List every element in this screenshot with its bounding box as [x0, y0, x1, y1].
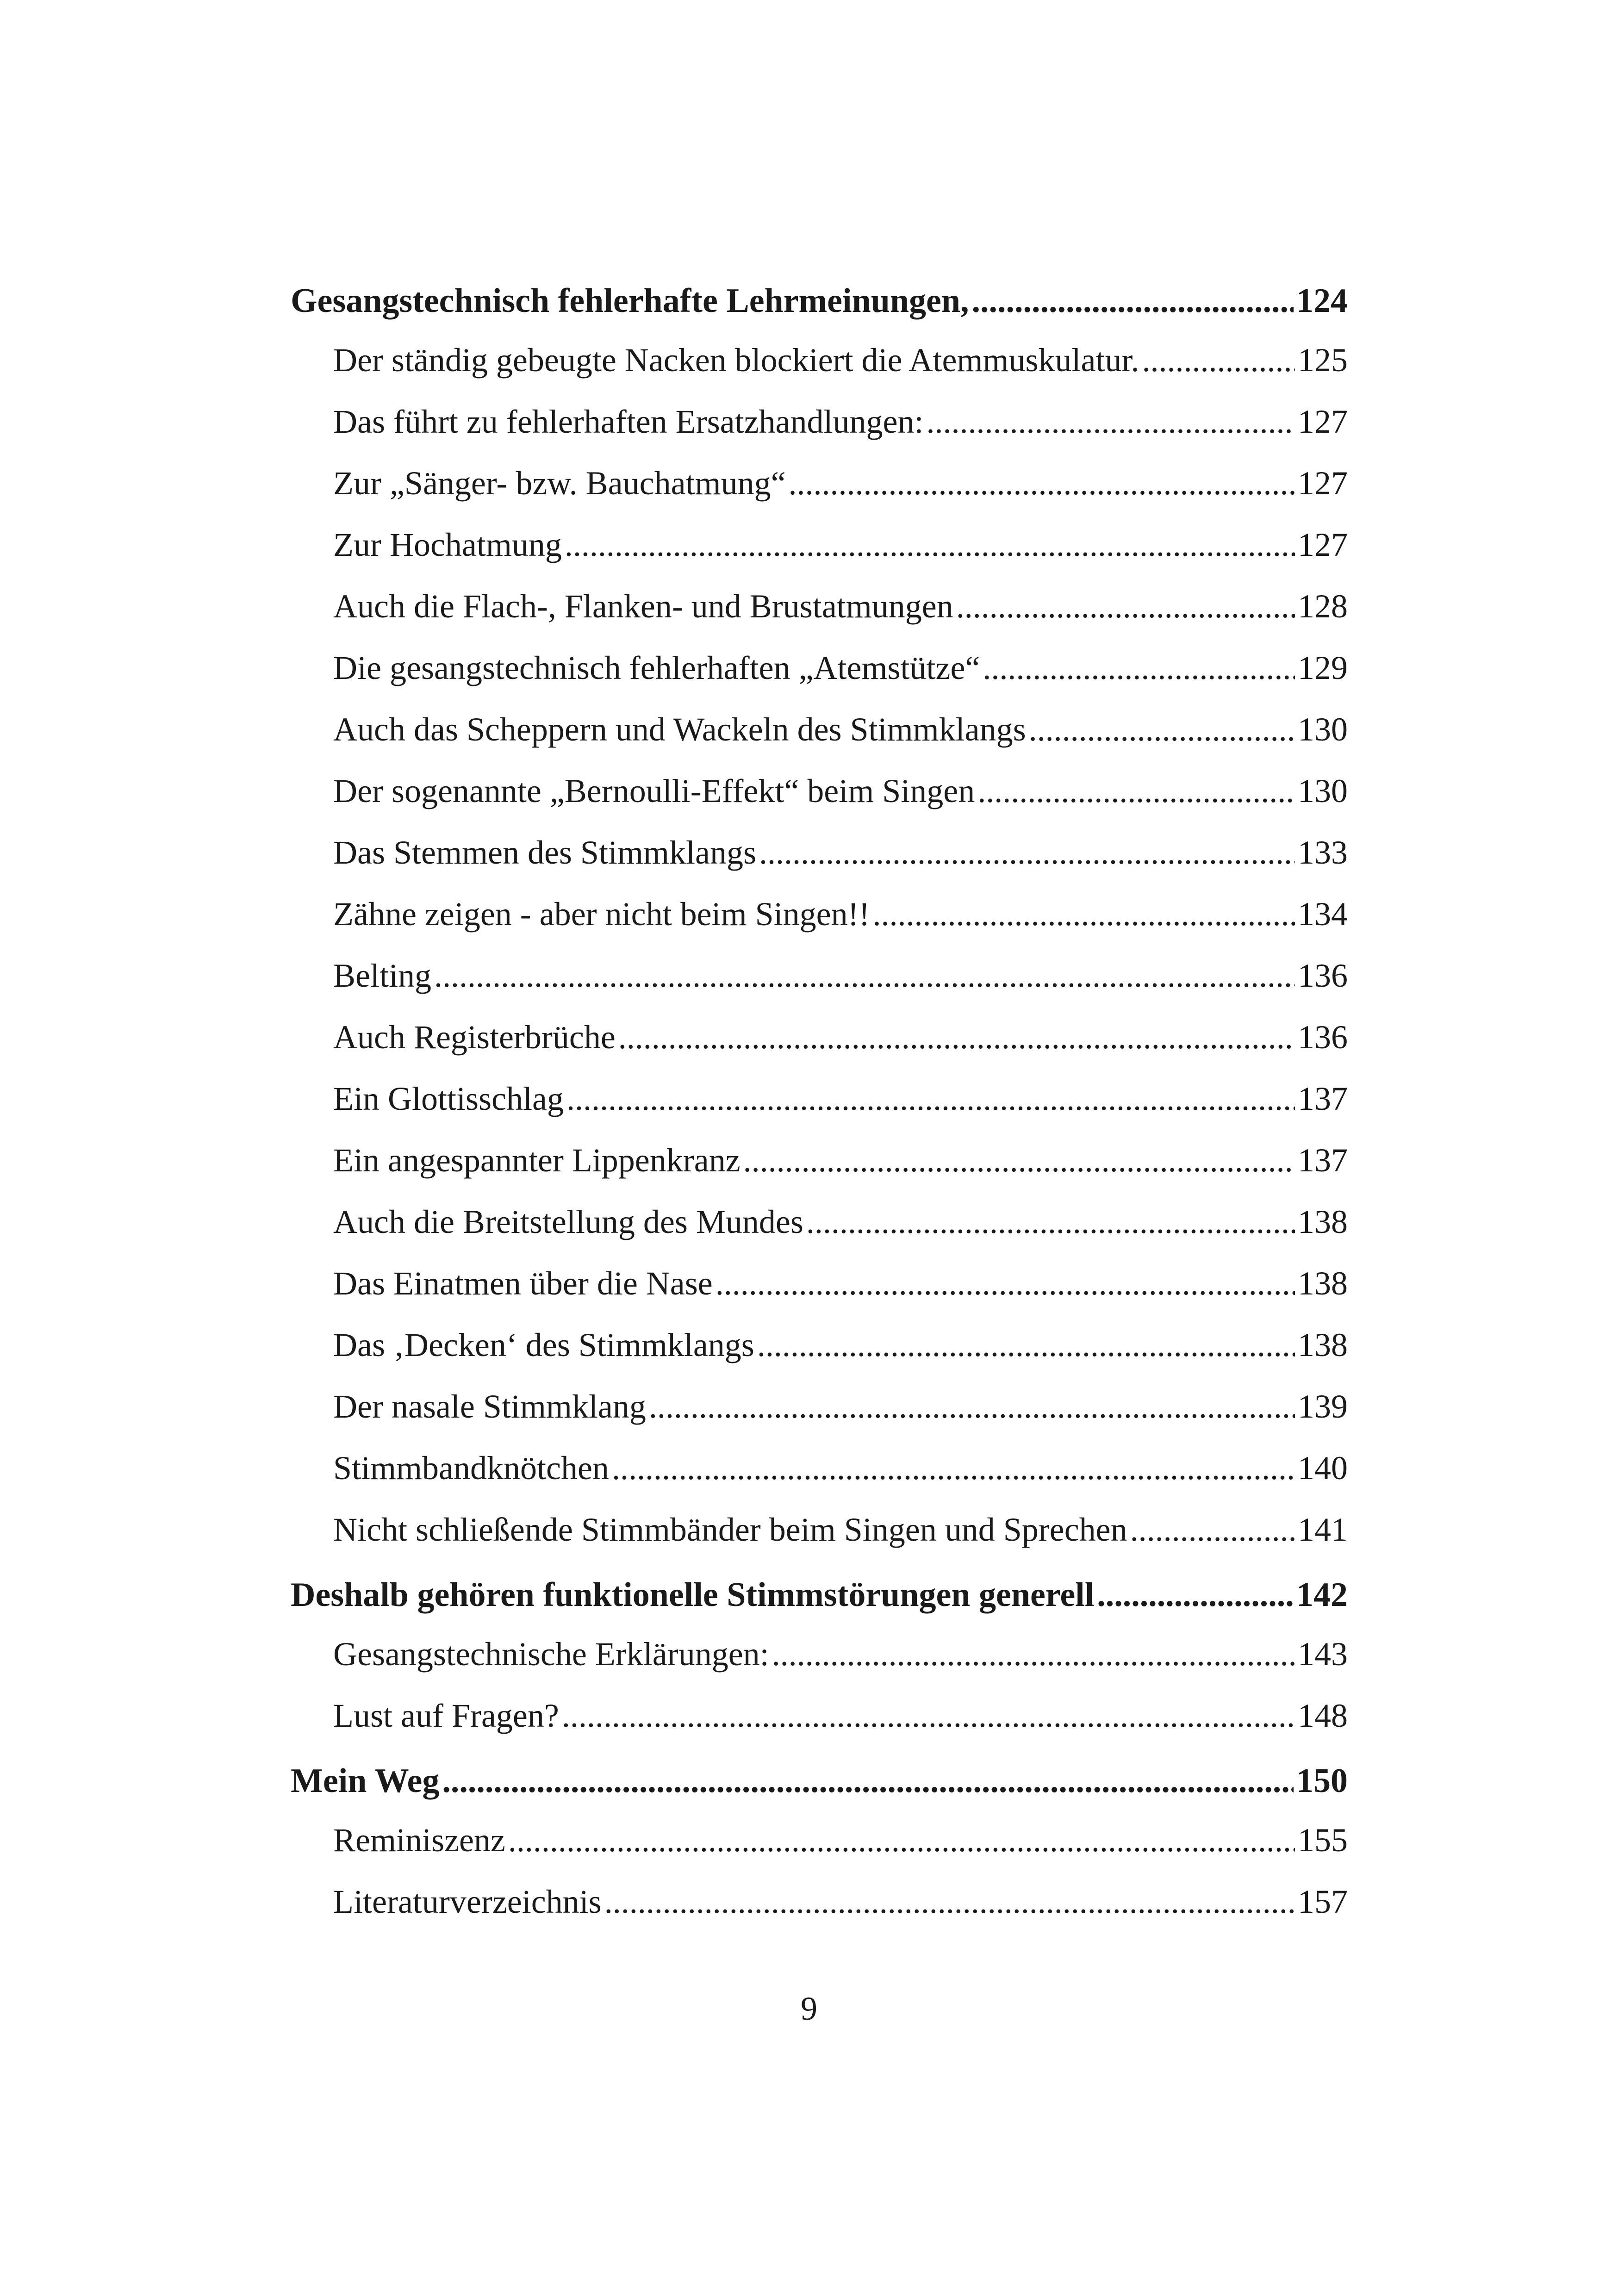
toc-entry[interactable] — [291, 1253, 1348, 1314]
dot-leader — [743, 1130, 1295, 1191]
toc-entry-page: 138 — [1298, 1203, 1348, 1240]
toc-entry-page: 136 — [1298, 1019, 1348, 1056]
toc-entry-page: 125 — [1298, 342, 1348, 379]
toc-entry[interactable] — [291, 884, 1348, 945]
toc-entry-page: 127 — [1298, 403, 1348, 440]
toc-entry-title: Ein Glottisschlag — [333, 1080, 564, 1117]
toc-entry-title: Das ‚Decken‘ des Stimmklangs — [333, 1326, 754, 1363]
dot-leader — [926, 391, 1295, 453]
toc-entry-title: Mein Weg — [291, 1762, 440, 1800]
toc-entry-page: 157 — [1298, 1883, 1348, 1920]
dot-leader — [956, 576, 1295, 637]
toc-entry-title: Belting — [333, 957, 431, 994]
toc-entry-page: 139 — [1298, 1388, 1348, 1425]
toc-entry-page: 137 — [1298, 1142, 1348, 1179]
toc-entry-title: Ein angespannter Lippenkranz — [333, 1142, 741, 1179]
toc-entry[interactable] — [291, 1810, 1348, 1871]
toc-entry-title: Reminiszenz — [333, 1822, 505, 1859]
toc-entry[interactable] — [291, 822, 1348, 884]
toc-entry-title: Auch das Scheppern und Wackeln des Stimmklangs — [333, 711, 1026, 748]
dot-leader — [977, 760, 1295, 822]
dot-leader — [566, 1068, 1295, 1130]
dot-leader — [1130, 1499, 1295, 1561]
toc-entry-title: Literaturverzeichnis — [333, 1883, 602, 1920]
toc-entry-page: 124 — [1296, 282, 1348, 320]
toc-entry-title: Der ständig gebeugte Nacken blockiert die Atemmuskulatur. — [333, 342, 1139, 379]
toc-entry[interactable] — [291, 514, 1348, 576]
toc-entry-title: Der nasale Stimmklang — [333, 1388, 646, 1425]
toc-entry[interactable] — [291, 945, 1348, 1007]
toc-entry[interactable] — [291, 453, 1348, 514]
toc-entry-title: Auch die Breitstellung des Mundes — [333, 1203, 803, 1240]
dot-leader — [508, 1810, 1295, 1871]
dot-leader — [1029, 699, 1295, 760]
toc-entry[interactable] — [291, 1624, 1348, 1685]
toc-entry[interactable] — [291, 699, 1348, 760]
dot-leader — [565, 514, 1295, 576]
toc-entry-page: 136 — [1298, 957, 1348, 994]
toc-entry-page: 142 — [1296, 1576, 1348, 1614]
toc-entry-title: Deshalb gehören funktionelle Stimmstörungen generell — [291, 1576, 1095, 1614]
toc-entry-title: Lust auf Fragen? — [333, 1697, 559, 1734]
dot-leader — [983, 637, 1295, 699]
toc-entry-page: 133 — [1298, 834, 1348, 871]
toc-entry[interactable] — [291, 391, 1348, 453]
toc-entry[interactable] — [291, 1437, 1348, 1499]
toc-entry-title: Der sogenannte „Bernoulli-Effekt“ beim Singen — [333, 772, 975, 809]
toc-entry[interactable] — [291, 1191, 1348, 1253]
toc-entry-section[interactable] — [291, 272, 1348, 330]
page-number: 9 — [801, 1990, 817, 2027]
toc-entry[interactable] — [291, 760, 1348, 822]
toc-entry-title: Gesangstechnische Erklärungen: — [333, 1636, 769, 1673]
toc-entry-page: 150 — [1296, 1762, 1348, 1800]
toc-entry-page: 148 — [1298, 1697, 1348, 1734]
dot-leader — [618, 1007, 1295, 1068]
toc-entry-title: Das führt zu fehlerhaften Ersatzhandlungen: — [333, 403, 924, 440]
toc-entry[interactable] — [291, 1499, 1348, 1561]
dot-leader — [772, 1624, 1295, 1685]
toc-entry-title: Das Stemmen des Stimmklangs — [333, 834, 756, 871]
toc-entry-page: 155 — [1298, 1822, 1348, 1859]
toc-entry-title: Stimmbandknötchen — [333, 1450, 609, 1487]
dot-leader — [649, 1376, 1295, 1437]
dot-leader — [972, 272, 1294, 330]
toc-entry[interactable] — [291, 1376, 1348, 1437]
toc-entry-page: 141 — [1298, 1511, 1348, 1548]
toc-entry-title: Zähne zeigen - aber nicht beim Singen!! — [333, 896, 870, 933]
dot-leader — [759, 822, 1295, 884]
toc-entry-title: Die gesangstechnisch fehlerhaften „Atemstütze“ — [333, 649, 980, 686]
toc-entry[interactable] — [291, 1685, 1348, 1747]
dot-leader — [442, 1752, 1294, 1810]
toc-entry-page: 129 — [1298, 649, 1348, 686]
dot-leader — [562, 1685, 1295, 1747]
toc-entry-page: 143 — [1298, 1636, 1348, 1673]
toc-entry[interactable] — [291, 1007, 1348, 1068]
table-of-contents — [291, 272, 1348, 1933]
toc-entry-page: 137 — [1298, 1080, 1348, 1117]
toc-entry-title: Gesangstechnisch fehlerhafte Lehrmeinungen, — [291, 282, 969, 320]
toc-entry-title: Auch die Flach-, Flanken- und Brustatmungen — [333, 588, 953, 625]
toc-entry-page: 138 — [1298, 1326, 1348, 1363]
toc-entry-page: 140 — [1298, 1450, 1348, 1487]
toc-entry[interactable] — [291, 637, 1348, 699]
toc-entry-page: 127 — [1298, 526, 1348, 563]
toc-entry[interactable] — [291, 576, 1348, 637]
dot-leader — [789, 453, 1295, 514]
dot-leader — [757, 1314, 1295, 1376]
dot-leader — [806, 1191, 1295, 1253]
dot-leader — [716, 1253, 1295, 1314]
dot-leader — [1142, 330, 1295, 391]
toc-entry-title: Zur „Sänger- bzw. Bauchatmung“ — [333, 465, 786, 502]
toc-entry-page: 134 — [1298, 896, 1348, 933]
toc-entry[interactable] — [291, 1314, 1348, 1376]
toc-entry-page: 138 — [1298, 1265, 1348, 1302]
toc-entry-title: Auch Registerbrüche — [333, 1019, 616, 1056]
toc-entry-title: Nicht schließende Stimmbänder beim Singen und Sprechen — [333, 1511, 1127, 1548]
dot-leader — [612, 1437, 1295, 1499]
toc-entry-page: 128 — [1298, 588, 1348, 625]
toc-entry[interactable] — [291, 1871, 1348, 1933]
dot-leader — [1097, 1566, 1294, 1624]
toc-entry-page: 127 — [1298, 465, 1348, 502]
toc-entry[interactable] — [291, 330, 1348, 391]
toc-entry-page: 130 — [1298, 772, 1348, 809]
toc-entry-section[interactable] — [291, 1566, 1348, 1624]
dot-leader — [604, 1871, 1295, 1933]
toc-entry-title: Das Einatmen über die Nase — [333, 1265, 713, 1302]
toc-entry-page: 130 — [1298, 711, 1348, 748]
toc-entry-section[interactable] — [291, 1752, 1348, 1810]
toc-entry[interactable] — [291, 1130, 1348, 1191]
dot-leader — [434, 945, 1295, 1007]
dot-leader — [873, 884, 1295, 945]
toc-entry-title: Zur Hochatmung — [333, 526, 562, 563]
toc-entry[interactable] — [291, 1068, 1348, 1130]
